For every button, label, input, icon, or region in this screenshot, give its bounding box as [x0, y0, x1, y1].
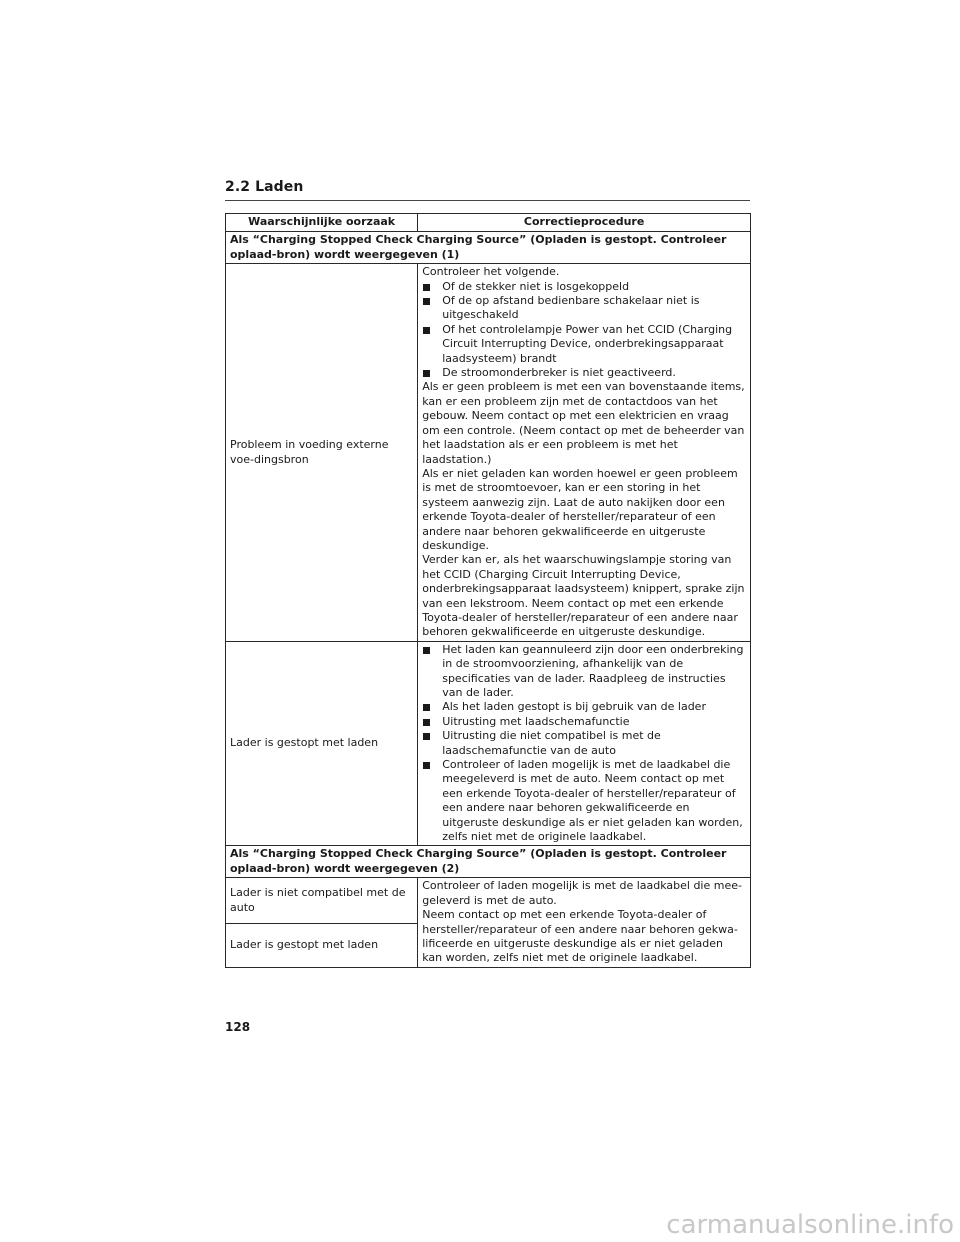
list-item: Als het laden gestopt is bij gebruik van de lader [422, 700, 746, 714]
square-bullet-icon [423, 647, 430, 654]
column-header-cause: Waarschijnlijke oorzaak [226, 214, 418, 232]
list-item: De stroomonderbreker is niet geactiveerd. [422, 366, 746, 380]
list-item: Uitrusting met laadschemafunctie [422, 715, 746, 729]
cause-cell: Lader is gestopt met laden [226, 924, 418, 968]
condition-text: Als “Charging Stopped Check Charging Source” (Opladen is gestopt. Controleer oplaad-bron) wordt weergegeven (1) [226, 232, 751, 264]
procedure-paragraph: Controleer of laden mogelijk is met de laadkabel die mee-geleverd is met de auto. [422, 879, 742, 907]
list-item: Of de op afstand bedienbare schakelaar niet is uitgeschakeld [422, 294, 746, 323]
square-bullet-icon [423, 284, 430, 291]
procedure-paragraph: Als er niet geladen kan worden hoewel er geen probleem is met de stroomtoevoer, kan er een storing in het systeem aanwezig zijn. Laat de auto nakijken door een erkende Toyota-dealer of hersteller/reparateur of een andere naar behoren gekwalificeerde en uitgeruste deskundige. [422, 466, 738, 552]
table-row [226, 878, 751, 924]
square-bullet-icon [423, 370, 430, 377]
procedure-paragraph: Neem contact op met een erkende Toyota-dealer of hersteller/reparateur of een andere naar behoren gekwa-lificeerde en uitgeruste deskundige als er niet geladen kan worden, zelfs niet met de originele laadkabel. [422, 908, 738, 965]
square-bullet-icon [423, 298, 430, 305]
bullet-list [422, 643, 746, 845]
list-item: Of de stekker niet is losgekoppeld [422, 280, 746, 294]
square-bullet-icon [423, 733, 430, 740]
watermark: carmanualsonline.info [666, 1210, 954, 1240]
condition-row [226, 232, 751, 264]
procedure-paragraph: Als er geen probleem is met een van bovenstaande items, kan er een probleem zijn met de contactdoos van het gebouw. Neem contact op met een elektricien en vraag om een controle. (Neem contact op met de beheerder van het laadstation als er een probleem is met het laadstation.) [422, 380, 745, 466]
table-row [226, 641, 751, 846]
square-bullet-icon [423, 762, 430, 769]
page-number: 128 [225, 1020, 251, 1034]
square-bullet-icon [423, 704, 430, 711]
table-row [226, 264, 751, 642]
table-header-row [226, 214, 751, 232]
section-header [225, 178, 750, 201]
cause-cell: Probleem in voeding externe voe-dingsbron [226, 264, 418, 642]
procedure-cell [418, 641, 751, 846]
condition-row [226, 846, 751, 878]
bullet-list [422, 280, 746, 381]
cause-cell: Lader is niet compatibel met de auto [226, 878, 418, 924]
list-item: Het laden kan geannuleerd zijn door een onderbreking in de stroomvoorziening, afhankelijk van de specificaties van de lader. Raadpleeg de instructies van de lader. [422, 643, 746, 701]
procedure-cell [418, 264, 751, 642]
list-item: Of het controlelampje Power van het CCID (Charging Circuit Interrupting Device, onderbrekingsapparaat laadsysteem) brandt [422, 323, 746, 366]
procedure-cell [418, 878, 751, 967]
square-bullet-icon [423, 327, 430, 334]
section-title: 2.2 Laden [225, 179, 304, 195]
procedure-paragraph: Verder kan er, als het waarschuwingslampje storing van het CCID (Charging Circuit Interrupting Device, onderbrekingsapparaat laadsysteem) knippert, sprake zijn van een lekstroom. Neem contact op met een erkende Toyota-dealer of hersteller/reparateur of een andere naar behoren gekwalificeerde en uitgeruste deskundige. [422, 553, 745, 639]
cause-cell: Lader is gestopt met laden [226, 641, 418, 846]
procedure-intro: Controleer het volgende. [422, 265, 560, 279]
condition-text: Als “Charging Stopped Check Charging Source” (Opladen is gestopt. Controleer oplaad-bron) wordt weergegeven (2) [226, 846, 751, 878]
list-item: Uitrusting die niet compatibel is met de laadschemafunctie van de auto [422, 729, 746, 758]
list-item: Controleer of laden mogelijk is met de laadkabel die meegeleverd is met de auto. Neem contact op met een erkende Toyota-dealer of hersteller/reparateur of een andere naar behoren gekwalificeerde en uitgeruste deskundige als er niet geladen kan worden, zelfs niet met de originele laadkabel. [422, 758, 746, 844]
troubleshooting-table [225, 213, 751, 968]
column-header-procedure: Correctieprocedure [418, 214, 751, 232]
square-bullet-icon [423, 719, 430, 726]
